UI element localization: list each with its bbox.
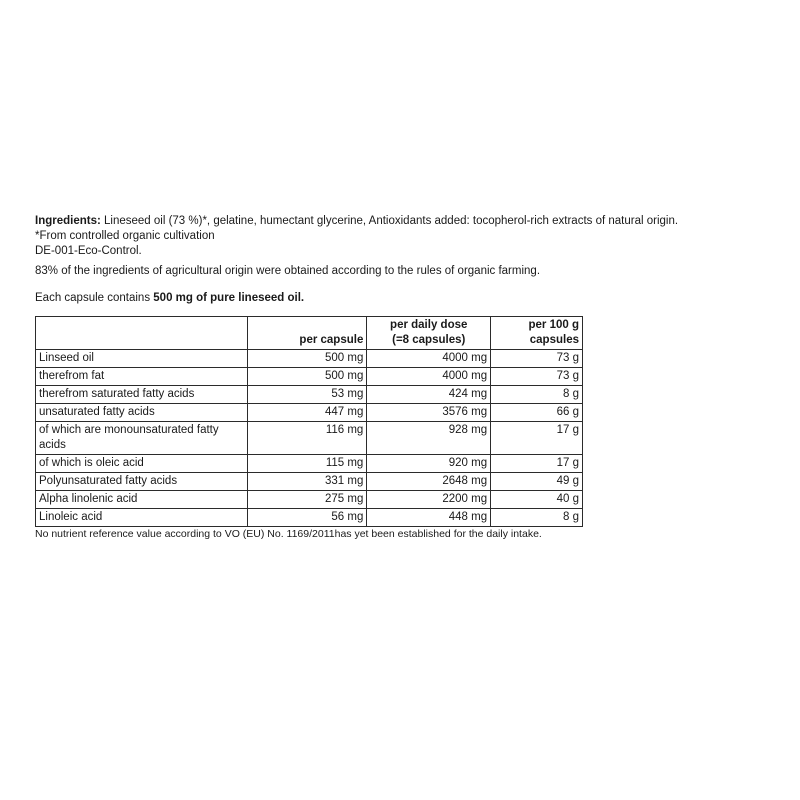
value-per-daily-dose: 2200 mg	[367, 491, 491, 509]
value-per-100g: 73 g	[491, 368, 583, 386]
header-per-100g-line2: capsules	[529, 334, 579, 346]
ingredients-text: Lineseed oil (73 %)*, gelatine, humectant glycerine, Antioxidants added: tocopherol-rich extracts of natural origin.	[100, 215, 679, 227]
value-per-capsule: 500 mg	[247, 368, 367, 386]
eco-control-code: DE-001-Eco-Control.	[35, 245, 142, 257]
organic-cultivation-note: *From controlled organic cultivation	[35, 230, 215, 242]
value-per-100g: 66 g	[491, 404, 583, 422]
value-per-daily-dose: 920 mg	[367, 455, 491, 473]
organic-farming-statement: 83% of the ingredients of agricultural origin were obtained according to the rules of organic farming.	[35, 265, 541, 277]
value-per-capsule: 500 mg	[247, 350, 367, 368]
table-row	[36, 455, 583, 473]
value-per-capsule: 56 mg	[247, 509, 367, 527]
value-per-daily-dose: 4000 mg	[367, 350, 491, 368]
table-row	[36, 491, 583, 509]
product-info-document	[35, 214, 785, 541]
value-per-capsule: 331 mg	[247, 473, 367, 491]
nutrient-name: therefrom fat	[36, 368, 248, 386]
table-row	[36, 368, 583, 386]
nutrient-name: therefrom saturated fatty acids	[36, 386, 248, 404]
header-per-100g-line1: per 100 g	[528, 319, 579, 331]
header-per-daily-dose-line1: per daily dose	[390, 319, 468, 331]
nutrition-table	[35, 316, 583, 527]
value-per-100g: 8 g	[491, 509, 583, 527]
table-row	[36, 350, 583, 368]
value-per-capsule: 447 mg	[247, 404, 367, 422]
value-per-capsule: 275 mg	[247, 491, 367, 509]
value-per-capsule: 53 mg	[247, 386, 367, 404]
reference-value-footnote: No nutrient reference value according to VO (EU) No. 1169/2011has yet been established for the daily intake.	[35, 528, 542, 540]
ingredients-label: Ingredients:	[35, 215, 101, 227]
value-per-daily-dose: 448 mg	[367, 509, 491, 527]
nutrient-name: of which are monounsaturated fatty acids	[36, 422, 248, 455]
value-per-capsule: 116 mg	[247, 422, 367, 455]
value-per-daily-dose: 3576 mg	[367, 404, 491, 422]
capsule-content-amount: 500 mg of pure lineseed oil.	[153, 292, 305, 304]
table-row	[36, 509, 583, 527]
header-nutrient	[36, 317, 248, 350]
nutrient-name: Alpha linolenic acid	[36, 491, 248, 509]
header-per-daily-dose-line2: (=8 capsules)	[392, 334, 466, 346]
capsule-content-prefix: Each capsule contains	[35, 292, 154, 304]
nutrient-name: Linoleic acid	[36, 509, 248, 527]
header-per-100g	[491, 317, 583, 350]
header-per-capsule: per capsule	[247, 317, 367, 350]
value-per-daily-dose: 2648 mg	[367, 473, 491, 491]
value-per-100g: 17 g	[491, 422, 583, 455]
table-row	[36, 473, 583, 491]
nutrient-name: Linseed oil	[36, 350, 248, 368]
nutrient-name: Polyunsaturated fatty acids	[36, 473, 248, 491]
table-row	[36, 422, 583, 455]
value-per-100g: 40 g	[491, 491, 583, 509]
table-row	[36, 404, 583, 422]
value-per-100g: 17 g	[491, 455, 583, 473]
nutrient-name: of which is oleic acid	[36, 455, 248, 473]
value-per-100g: 73 g	[491, 350, 583, 368]
capsule-content-statement	[35, 291, 785, 306]
table-row	[36, 386, 583, 404]
value-per-100g: 49 g	[491, 473, 583, 491]
value-per-daily-dose: 4000 mg	[367, 368, 491, 386]
value-per-capsule: 115 mg	[247, 455, 367, 473]
header-per-daily-dose	[367, 317, 491, 350]
nutrient-name: unsaturated fatty acids	[36, 404, 248, 422]
ingredients-line	[35, 214, 785, 229]
value-per-daily-dose: 424 mg	[367, 386, 491, 404]
value-per-daily-dose: 928 mg	[367, 422, 491, 455]
value-per-100g: 8 g	[491, 386, 583, 404]
nutrition-table-header	[36, 317, 583, 350]
